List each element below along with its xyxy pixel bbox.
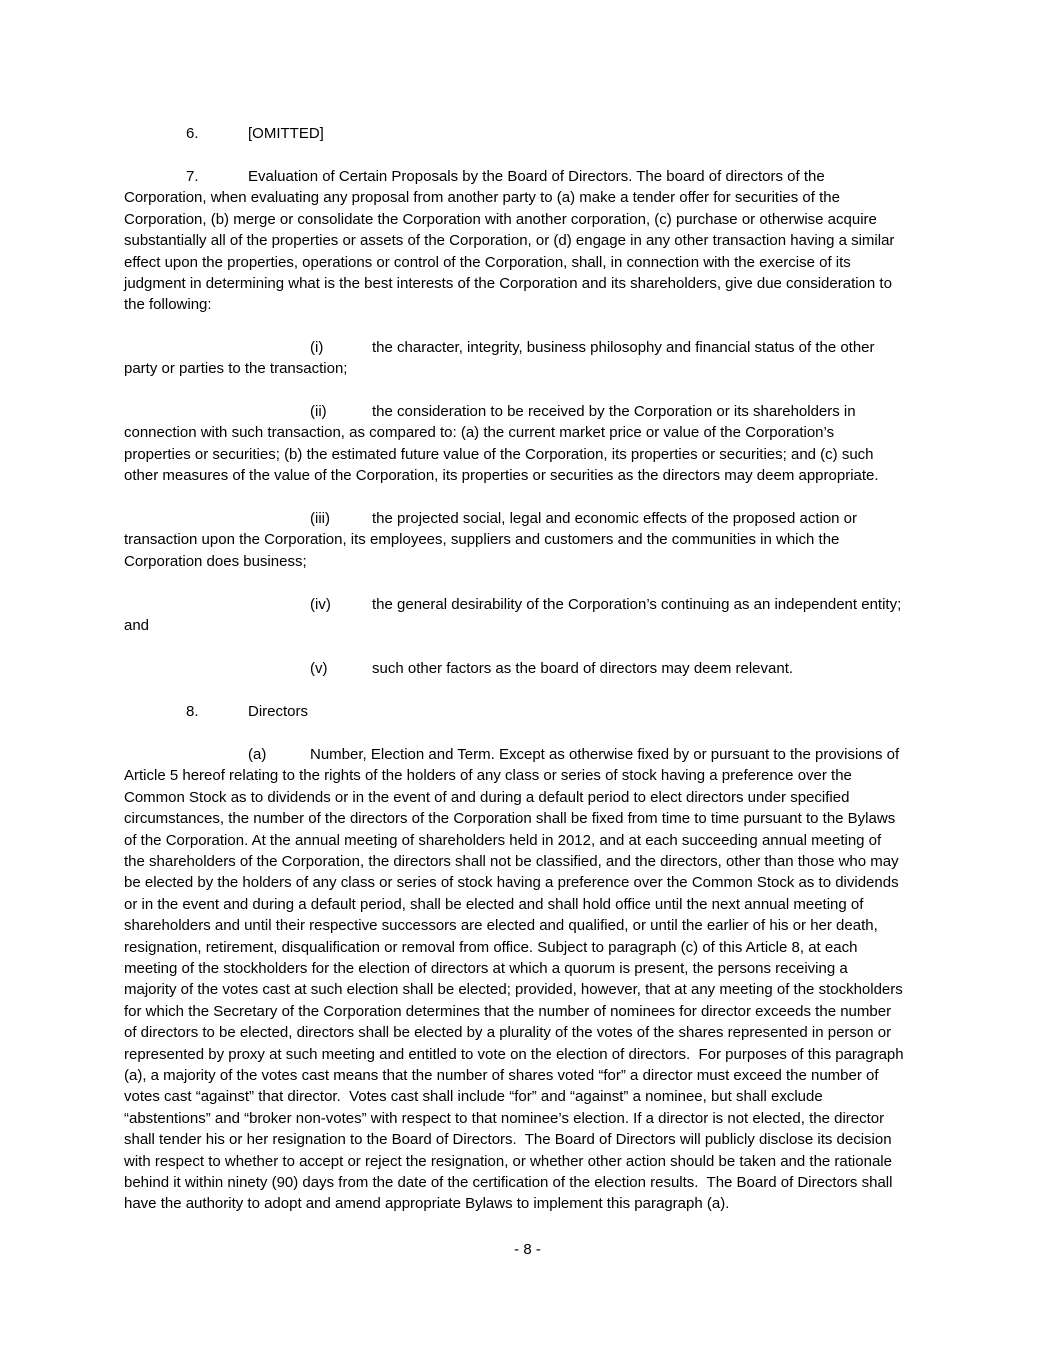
item-marker: (v) xyxy=(310,660,328,677)
paragraph-line: circumstances, the number of the directors of the Corporation shall be fixed from time to time pursuant to the Bylaws xyxy=(124,810,896,828)
section-7-line: Corporation, when evaluating any proposal from another party to (a) make a tender offer for securities of the xyxy=(124,189,840,207)
section-8-title: Directors xyxy=(248,703,309,720)
paragraph-line: majority of the votes cast at such election shall be elected; provided, however, that at any meeting of the stockholders xyxy=(124,981,903,999)
section-7-line: substantially all of the properties or assets of the Corporation, or (d) engage in any other transaction having a similar xyxy=(124,232,895,250)
section-6-number: 6. xyxy=(186,125,199,142)
paragraph-line: shall tender his or her resignation to the Board of Directors. The Board of Directors will publicly disclose its decision xyxy=(124,1131,892,1149)
paragraph-line: (a), a majority of the votes cast means that the number of shares voted “for” a director must exceed the number of xyxy=(124,1067,879,1084)
paragraph-line: meeting of the stockholders for the election of directors at which a quorum is present, the persons receiving a xyxy=(124,960,848,977)
paragraph-line: Number, Election and Term. Except as otherwise fixed by or pursuant to the provisions of xyxy=(310,746,900,763)
paragraph-line: represented by proxy at such meeting and entitled to vote on the election of directors. For purposes of this paragraph xyxy=(124,1045,904,1063)
item-marker: (iii) xyxy=(310,510,330,527)
item-marker: (iv) xyxy=(310,596,331,613)
paragraph-line: be elected by the holders of any class or series of stock having a preference over the Common Stock as to dividends xyxy=(124,874,899,892)
paragraph-line: of directors to be elected, directors shall be elected by a plurality of the votes of the shares represented in person or xyxy=(124,1024,892,1042)
paragraph-line: with respect to whether to accept or reject the resignation, or whether other action should be taken and the rationale xyxy=(124,1152,892,1170)
item-line: the projected social, legal and economic effects of the proposed action or xyxy=(372,510,858,527)
paragraph-line: the shareholders of the Corporation, the directors shall not be classified, and the directors, other than those who may xyxy=(124,853,899,870)
section-7-line: judgment in determining what is the best interests of the Corporation and its shareholders, give due consideration to xyxy=(124,275,892,292)
paragraph-line: Article 5 hereof relating to the rights of the holders of any class or series of stock having a preference over the xyxy=(124,767,852,785)
section-7-line: effect upon the properties, operations or control of the Corporation, shall, in connection with the exercise of its xyxy=(124,253,851,271)
item-line: transaction upon the Corporation, its employees, suppliers and customers and the communities in which the xyxy=(124,531,840,549)
item-line: such other factors as the board of directors may deem relevant. xyxy=(372,660,794,677)
item-line: other measures of the value of the Corporation, its properties or securities as the directors may deem appropriate. xyxy=(124,467,879,485)
paragraph-line: for which the Secretary of the Corporation determines that the number of nominees for director exceeds the number xyxy=(124,1002,892,1020)
section-7-number: 7. xyxy=(186,168,199,185)
item-line: the consideration to be received by the Corporation or its shareholders in xyxy=(372,403,856,420)
item-line: connection with such transaction, as compared to: (a) the current market price or value of the Corporation’s xyxy=(124,424,835,442)
section-8-number: 8. xyxy=(186,703,199,720)
paragraph-line: votes cast “against” that director. Votes cast shall include “for” and “against” a nominee, but shall exclude xyxy=(124,1088,823,1106)
paragraph-line: or in the event and during a default period, shall be elected and shall hold office until the next annual meeting of xyxy=(124,895,864,913)
section-7-line: Corporation, (b) merge or consolidate the Corporation with another corporation, (c) purchase or otherwise acquire xyxy=(124,210,877,228)
item-line: party or parties to the transaction; xyxy=(124,360,348,378)
item-line: Corporation does business; xyxy=(124,552,307,570)
paragraph-marker: (a) xyxy=(248,746,267,763)
page-number: - 8 - xyxy=(514,1241,541,1258)
paragraph-line: behind it within ninety (90) days from the date of the certification of the election results. The Board of Directors shall xyxy=(124,1174,893,1191)
paragraph-line: of the Corporation. At the annual meeting of shareholders held in 2012, and at each succeeding annual meeting of xyxy=(124,831,882,849)
item-line: the character, integrity, business philosophy and financial status of the other xyxy=(372,339,875,356)
paragraph-line: have the authority to adopt and amend appropriate Bylaws to implement this paragraph (a). xyxy=(124,1195,730,1213)
paragraph-line: resignation, retirement, disqualification or removal from office. Subject to paragraph (c) of this Article 8, at each xyxy=(124,938,858,956)
paragraph-line: “abstentions” and “broker non-votes” with respect to that nominee’s election. If a director is not elected, the director xyxy=(124,1109,885,1127)
paragraph-line: shareholders and until their respective successors are elected and qualified, or until the earlier of his or her death, xyxy=(124,917,878,935)
item-marker: (i) xyxy=(310,339,324,356)
section-7-line: the following: xyxy=(124,296,212,314)
paragraph-line: Common Stock as to dividends or in the event of and during a default period to elect directors under specified xyxy=(124,788,850,806)
section-6-title: [OMITTED] xyxy=(248,125,324,142)
item-line: the general desirability of the Corporation’s continuing as an independent entity; xyxy=(372,596,902,613)
item-line: and xyxy=(124,617,150,635)
section-7-line: Evaluation of Certain Proposals by the Board of Directors. The board of directors of the xyxy=(248,168,825,185)
item-line: properties or securities; (b) the estimated future value of the Corporation, its properties or securities; and (c) such xyxy=(124,445,874,463)
item-marker: (ii) xyxy=(310,403,327,420)
